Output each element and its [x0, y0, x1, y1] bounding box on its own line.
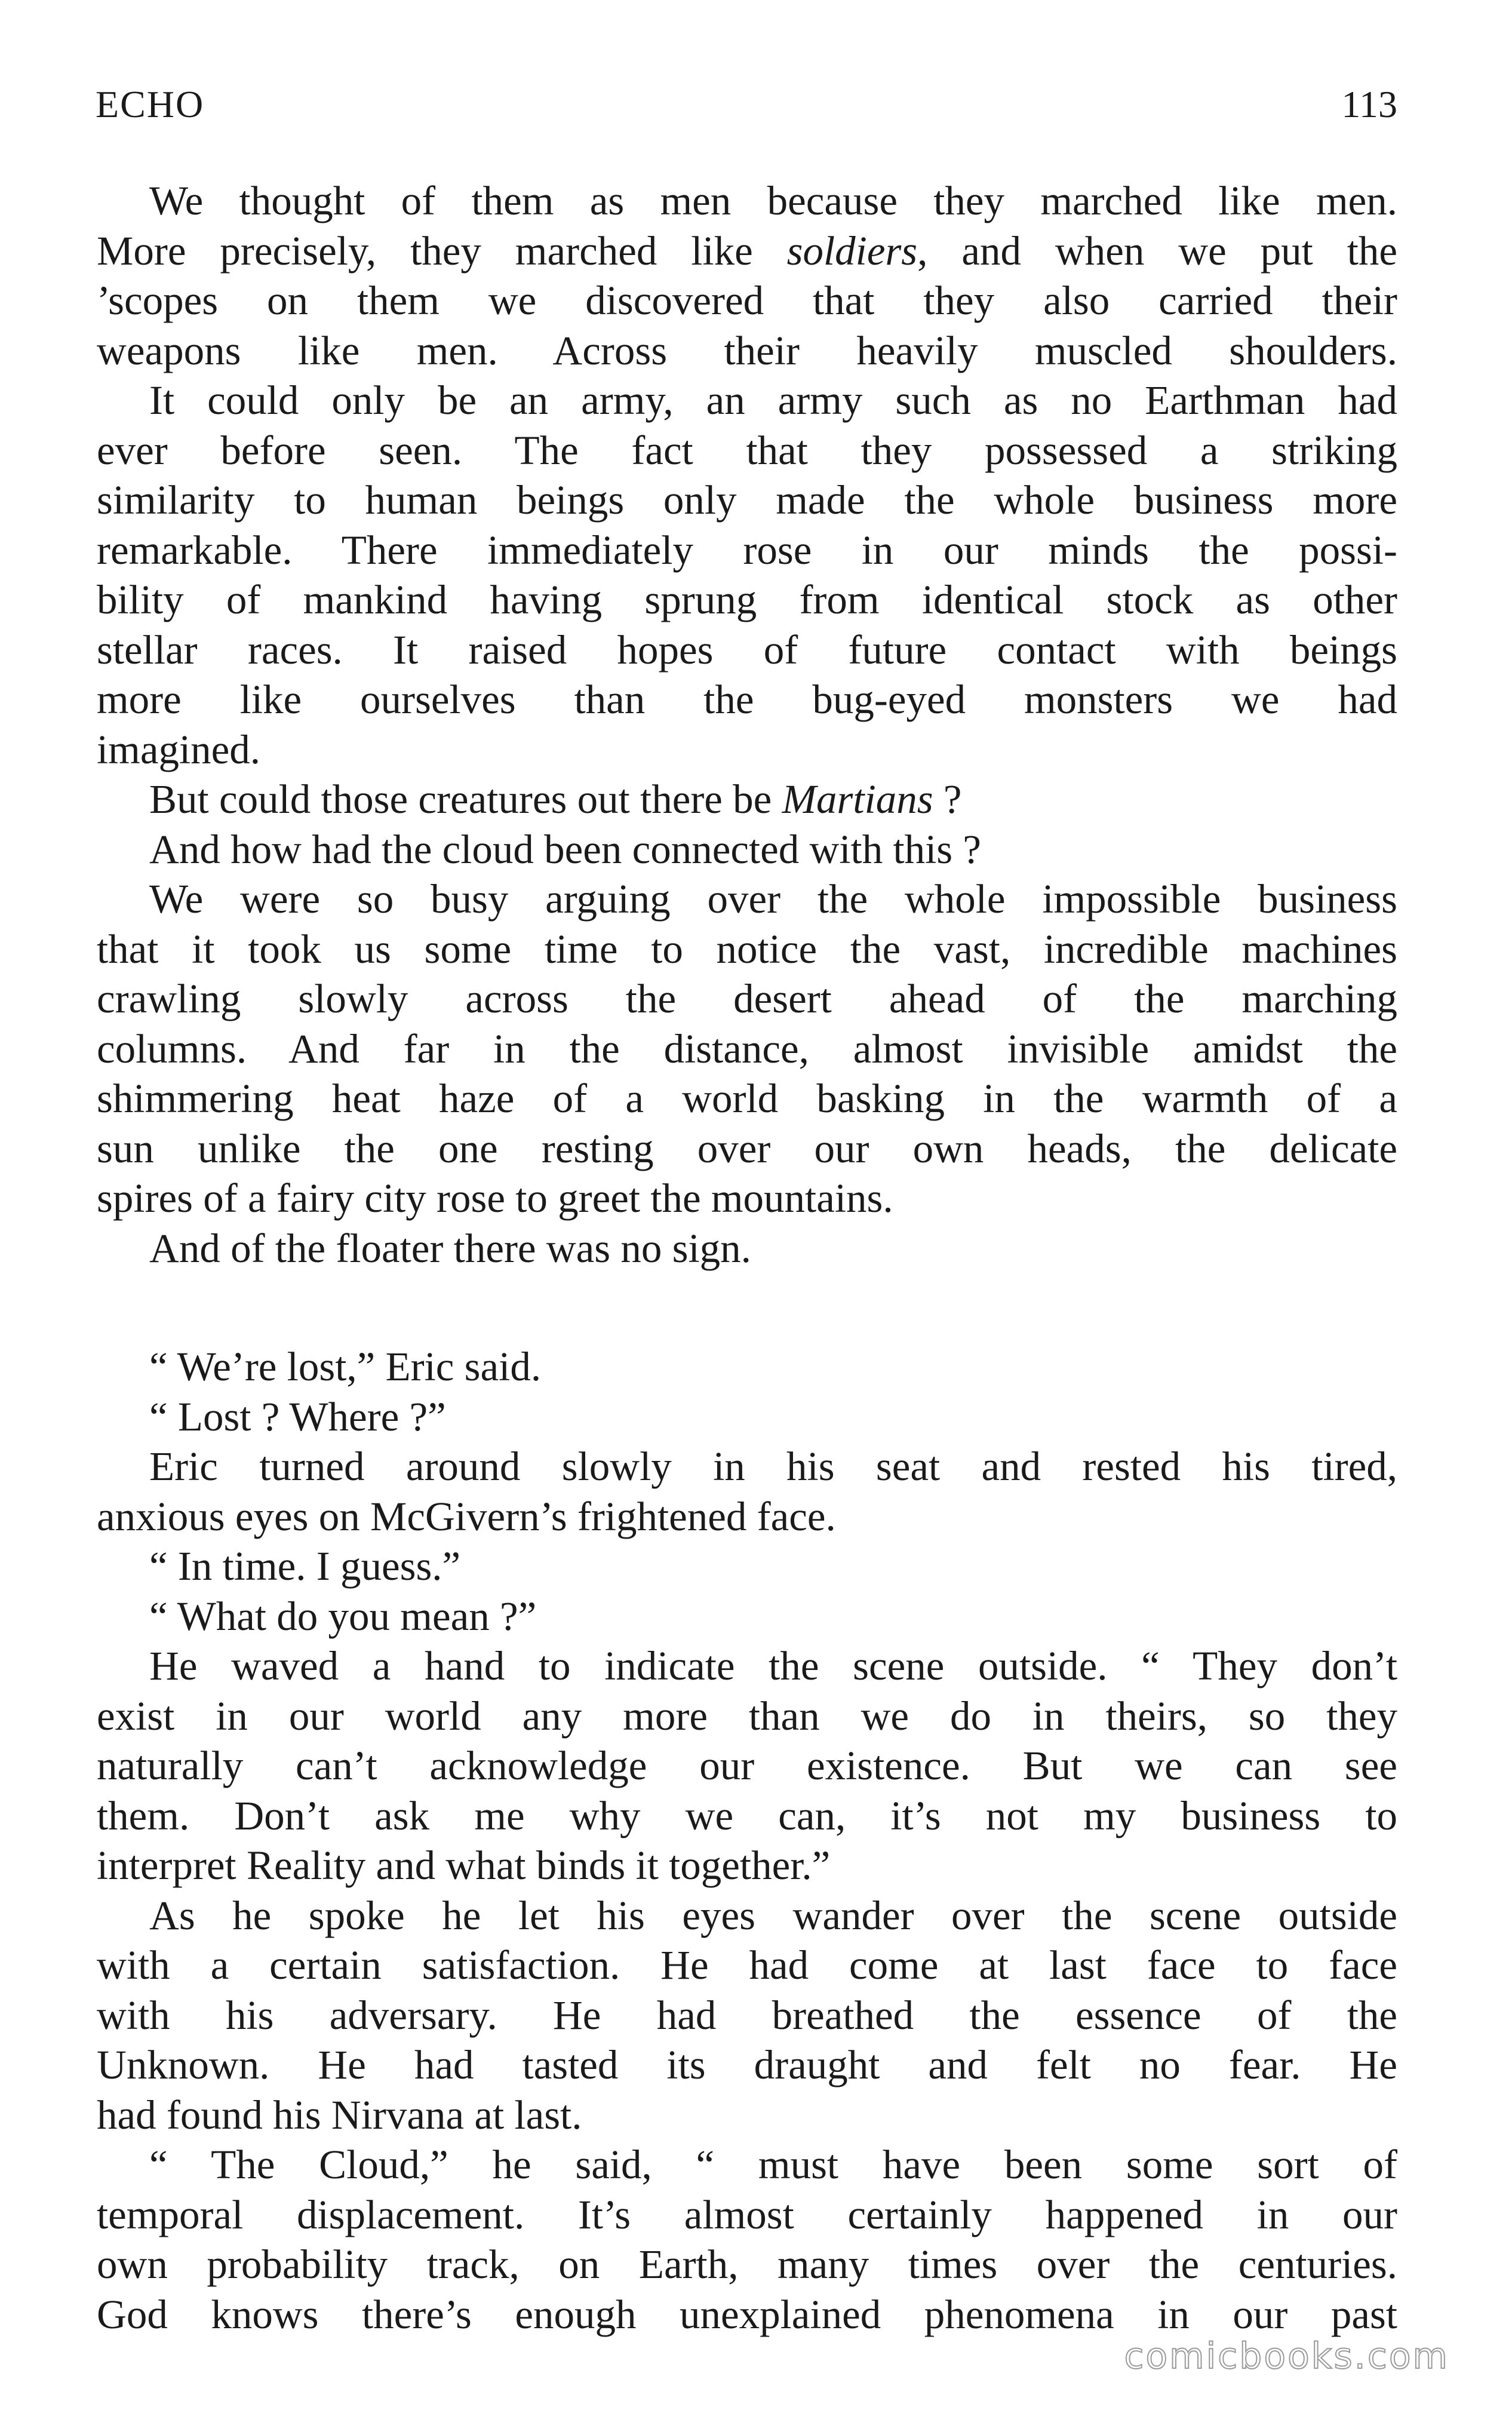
text-line: We were so busy arguing over the whole impossible business: [149, 876, 1397, 922]
watermark-logo: comicbooks.com: [1124, 2335, 1449, 2377]
text-line: weapons like men. Across their heavily muscled shoulders.: [97, 327, 1397, 373]
text-fragment: More precisely, they marched like: [97, 228, 787, 274]
text-line: spires of a fairy city rose to greet the mountains.: [97, 1175, 893, 1221]
text-line: more like ourselves than the bug-eyed monsters we had: [97, 677, 1397, 722]
text-line: “ We’re lost,” Eric said.: [149, 1344, 542, 1389]
text-fragment: , and when we put the: [917, 228, 1397, 274]
text-line: “ Lost ? Where ?”: [149, 1393, 446, 1439]
text-line: shimmering heat haze of a world basking in the warmth of a: [97, 1076, 1397, 1121]
text-line: ever before seen. The fact that they possessed a striking: [97, 427, 1397, 473]
text-line: stellar races. It raised hopes of future contact with beings: [97, 627, 1397, 673]
running-head: [96, 78, 1397, 131]
text-line: with his adversary. He had breathed the essence of the: [97, 1992, 1397, 2038]
text-fragment: ?: [933, 776, 962, 822]
text-line: crawling slowly across the desert ahead of the marching: [97, 976, 1397, 1021]
text-line: “ What do you mean ?”: [149, 1593, 537, 1639]
text-line: temporal displacement. It’s almost certainly happened in our: [97, 2191, 1397, 2237]
text-line: He waved a hand to indicate the scene outside. “ They don’t: [149, 1643, 1397, 1689]
text-line: bility of mankind having sprung from identical stock as other: [97, 577, 1397, 622]
text-line: similarity to human beings only made the whole business more: [97, 477, 1397, 523]
text-line: naturally can’t acknowledge our existence. But we can see: [97, 1743, 1397, 1788]
running-title: ECHO: [96, 83, 205, 125]
text-fragment: But could those creatures out there be: [149, 776, 782, 822]
text-line: [97, 775, 1397, 825]
italic-word: soldiers: [786, 228, 918, 274]
section-break: [97, 1273, 1397, 1342]
text-line: And of the floater there was no sign.: [149, 1225, 751, 1271]
text-line: anxious eyes on McGivern’s frightened face.: [97, 1493, 836, 1539]
text-line: We thought of them as men because they marched like men.: [149, 178, 1397, 223]
text-line: interpret Reality and what binds it together.”: [97, 1843, 831, 1888]
text-line: exist in our world any more than we do in theirs, so they: [97, 1693, 1397, 1739]
text-line: columns. And far in the distance, almost invisible amidst the: [97, 1026, 1397, 1072]
text-line: that it took us some time to notice the vast, incredible machines: [97, 926, 1397, 972]
text-line: It could only be an army, an army such as no Earthman had: [149, 377, 1397, 423]
text-line: “ The Cloud,” he said, “ must have been some sort of: [149, 2142, 1397, 2187]
text-line: Eric turned around slowly in his seat and rested his tired,: [149, 1444, 1397, 1489]
text-line: sun unlike the one resting over our own heads, the delicate: [97, 1125, 1397, 1171]
text-line: had found his Nirvana at last.: [97, 2092, 582, 2138]
text-line: ’scopes on them we discovered that they also carried their: [97, 278, 1397, 323]
text-line: And how had the cloud been connected with this ?: [149, 826, 982, 872]
text-line: “ In time. I guess.”: [149, 1543, 461, 1589]
text-line: own probability track, on Earth, many times over the centuries.: [97, 2242, 1397, 2287]
text-line: As he spoke he let his eyes wander over the scene outside: [149, 1892, 1397, 1938]
text-line: them. Don’t ask me why we can, it’s not my business to: [97, 1792, 1397, 1838]
italic-word: Martians: [782, 776, 933, 822]
text-line: imagined.: [97, 726, 261, 772]
text-line: [97, 226, 1397, 277]
text-line: Unknown. He had tasted its draught and felt no fear. He: [97, 2042, 1397, 2087]
body-text: [97, 176, 1397, 2340]
text-line: remarkable. There immediately rose in our minds the possi-: [97, 527, 1397, 573]
text-line: God knows there’s enough unexplained phenomena in our past: [97, 2291, 1397, 2337]
text-line: with a certain satisfaction. He had come at last face to face: [97, 1942, 1397, 1988]
page-number: 113: [1341, 83, 1397, 125]
